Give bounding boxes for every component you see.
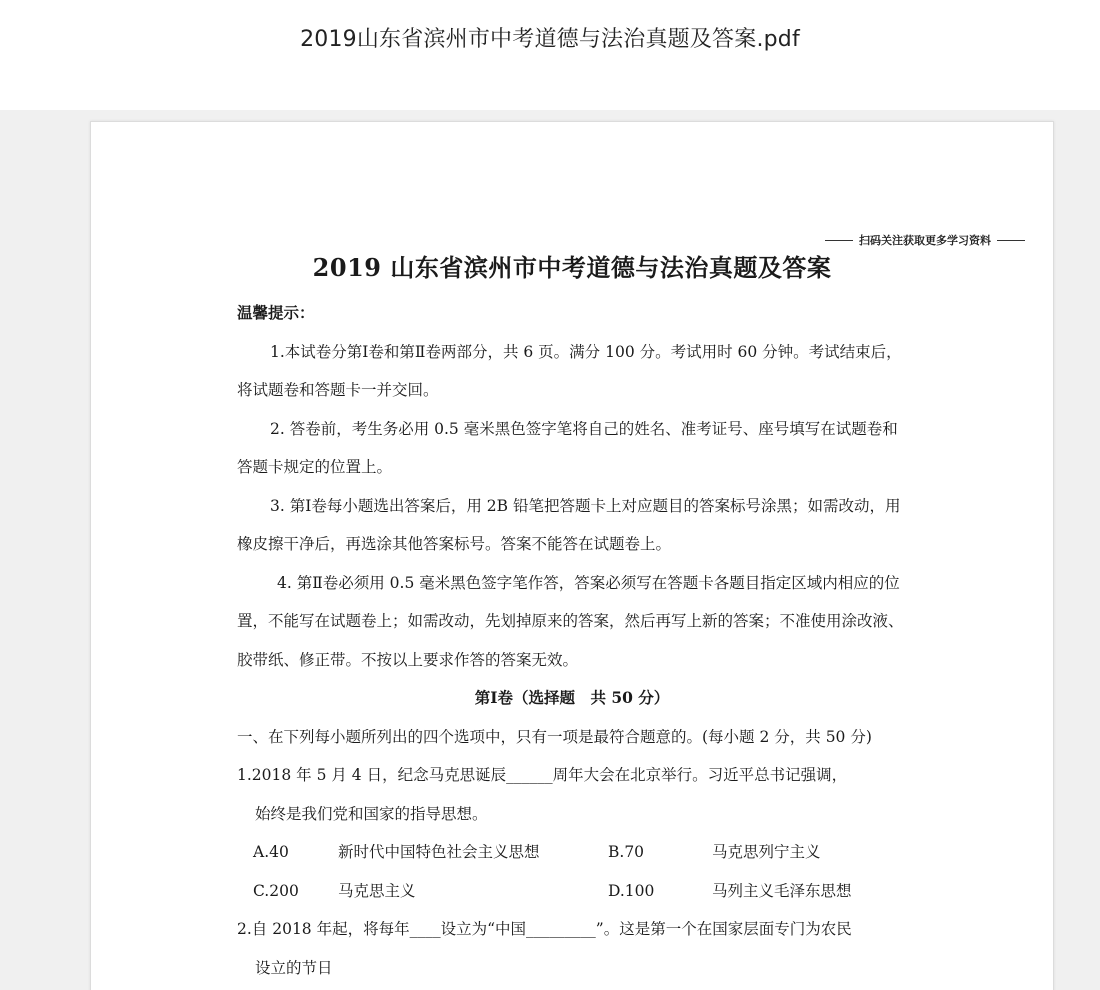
tip-item: 4. 第Ⅱ卷必须用 0.5 毫米黑色签字笔作答，答案必须写在答题卡各题目指定区域内相应的位置，不能写在试题卷上；如需改动，先划掉原来的答案，然后再写上新的答案；不准使用涂改液、胶带纸、修正带。不按以上要求作答的答案无效。 <box>237 573 904 669</box>
option-c-text: 马克思主义 <box>338 881 416 900</box>
option-d-key: D.100 <box>608 881 655 900</box>
tips-label: 温馨提示： <box>237 303 315 322</box>
dash-right <box>997 240 1025 241</box>
question-1-options <box>237 833 907 910</box>
qr-note <box>825 232 1025 248</box>
question-1-stem: 1.2018 年 5 月 4 日，纪念马克思诞辰______周年大会在北京举行。习近平总书记强调， <box>237 766 848 784</box>
section-title: 第Ⅰ卷（选择题 共 50 分） <box>474 688 670 707</box>
pdf-page <box>90 121 1054 990</box>
option-a-text: 新时代中国特色社会主义思想 <box>338 843 540 861</box>
option-b-text: 马克思列宁主义 <box>712 843 821 861</box>
option-a-key: A.40 <box>253 843 289 861</box>
qr-note-text: 扫码关注获取更多学习资料 <box>859 234 991 247</box>
document-heading: 2019 山东省滨州市中考道德与法治真题及答案 <box>312 253 832 282</box>
option-c-key: C.200 <box>253 881 299 900</box>
tip-item: 2. 答卷前，考生务必用 0.5 毫米黑色签字笔将自己的姓名、准考证号、座号填写在试题卷和答题卡规定的位置上。 <box>237 419 898 476</box>
tip-item: 3. 第Ⅰ卷每小题选出答案后，用 2B 铅笔把答题卡上对应题目的答案标号涂黑；如需改动，用橡皮擦干净后，再选涂其他答案标号。答案不能答在试题卷上。 <box>237 496 901 553</box>
document-body <box>237 294 907 987</box>
section-instruction: 一、在下列每小题所列出的四个选项中，只有一项是最符合题意的。(每小题 2 分，共 50 分) <box>237 727 872 746</box>
question-1-stem-cont: 始终是我们党和国家的指导思想。 <box>255 804 488 823</box>
title-bar <box>0 0 1100 110</box>
tip-item: 1.本试卷分第Ⅰ卷和第Ⅱ卷两部分，共 6 页。满分 100 分。考试用时 60 分钟。考试结束后，将试题卷和答题卡一并交回。 <box>237 342 902 399</box>
document-filename: 2019山东省滨州市中考道德与法治真题及答案.pdf <box>300 27 800 52</box>
dash-left <box>825 240 853 241</box>
question-2-stem: 2.自 2018 年起，将每年____设立为“中国_________”。这是第一个在国家层面专门为农民 <box>237 920 852 938</box>
question-2-stem-cont: 设立的节日 <box>255 958 333 977</box>
pdf-viewer[interactable] <box>0 110 1100 990</box>
option-d-text: 马列主义毛泽东思想 <box>712 881 852 900</box>
option-b-key: B.70 <box>608 843 645 861</box>
